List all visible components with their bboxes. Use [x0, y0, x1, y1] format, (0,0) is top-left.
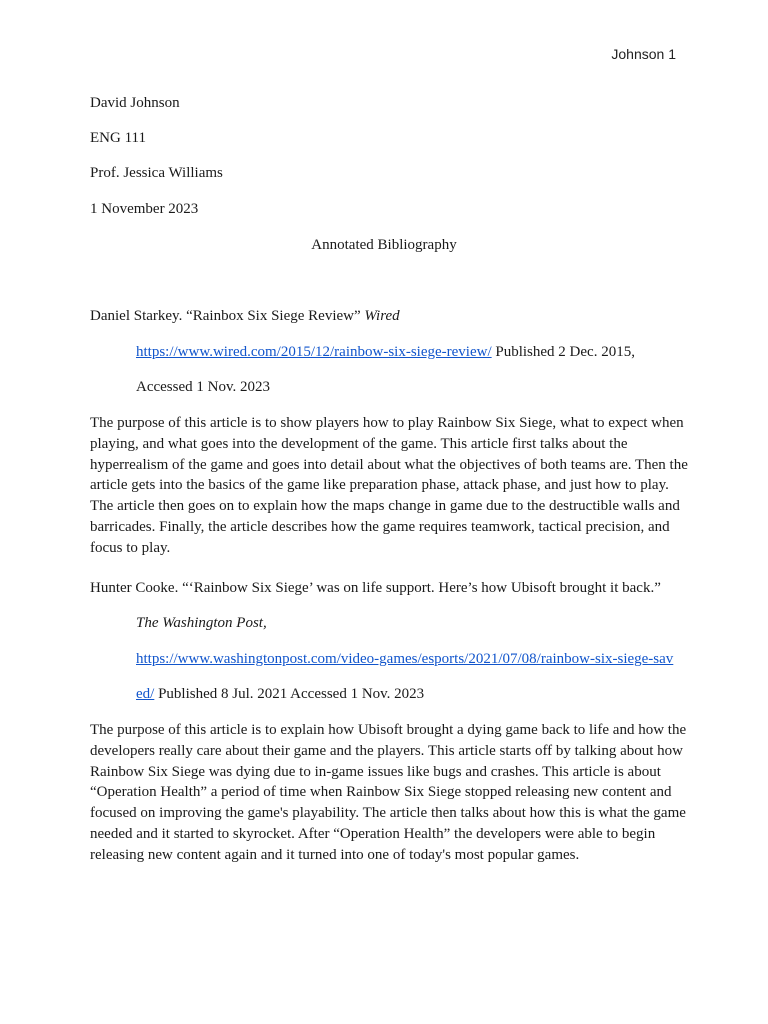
citation-2-link-line-2	[136, 685, 424, 703]
citation-2-link-part-2[interactable]: ed/	[136, 686, 155, 702]
citation-1	[90, 307, 400, 325]
citation-2-link-part-1[interactable]: https://www.washingtonpost.com/video-games/esports/2021/07/08/rainbow-six-siege-sav	[136, 651, 674, 667]
annotation-2: The purpose of this article is to explain how Ubisoft brought a dying game back to life and how the developers really care about their game and the players. This article starts off by talking about how Rainbow Six Siege was dying due to in-game issues like bugs and crashes. This article is about “Operation Health” a period of time when Rainbow Six Siege stopped releasing new content and focused on improving the game's playability. The article then talks about how this is what the game needed and it started to skyrocket. After “Operation Health” the developers were able to begin releasing new content again and it turned into one of today's most popular games.	[90, 722, 687, 863]
citation-2-source-text: The Washington Post,	[136, 615, 267, 631]
citation-1-link[interactable]: https://www.wired.com/2015/12/rainbow-six-siege-review/	[136, 344, 492, 360]
citation-2-published: Published 8 Jul. 2021 Accessed 1 Nov. 2023	[154, 686, 425, 702]
course-name: ENG 111	[90, 130, 146, 146]
citation-2-main: Hunter Cooke. “‘Rainbow Six Siege’ was on life support. Here’s how Ubisoft brought it back.”	[90, 580, 661, 596]
document-date: 1 November 2023	[90, 201, 199, 217]
professor-name: Prof. Jessica Williams	[90, 165, 223, 181]
annotation-1: The purpose of this article is to show players how to play Rainbow Six Siege, what to expect when playing, and what goes into the development of the game. This article first talks about the hyperrealism of the game and goes into detail about what the objectives of both teams are. Then the article gets into the basics of the game like preparation phase, attack phase, and just how to play. The article then goes on to explain how the maps change in game due to the destructible walls and barricades. Finally, the article describes how the game requires teamwork, tactical precision, and focus to play.	[90, 415, 688, 556]
citation-2-source	[136, 614, 267, 632]
document-title: Annotated Bibliography	[311, 237, 457, 253]
citation-2-link-line-1	[136, 650, 673, 668]
citation-1-link-line	[136, 343, 635, 361]
citation-1-source: Wired	[364, 308, 400, 324]
student-name: David Johnson	[90, 95, 180, 111]
page-header: Johnson 1	[611, 46, 676, 62]
citation-1-main: Daniel Starkey. “Rainbox Six Siege Review”	[90, 308, 365, 324]
citation-1-accessed: Accessed 1 Nov. 2023	[136, 379, 270, 395]
citation-1-published: Published 2 Dec. 2015,	[491, 344, 635, 360]
